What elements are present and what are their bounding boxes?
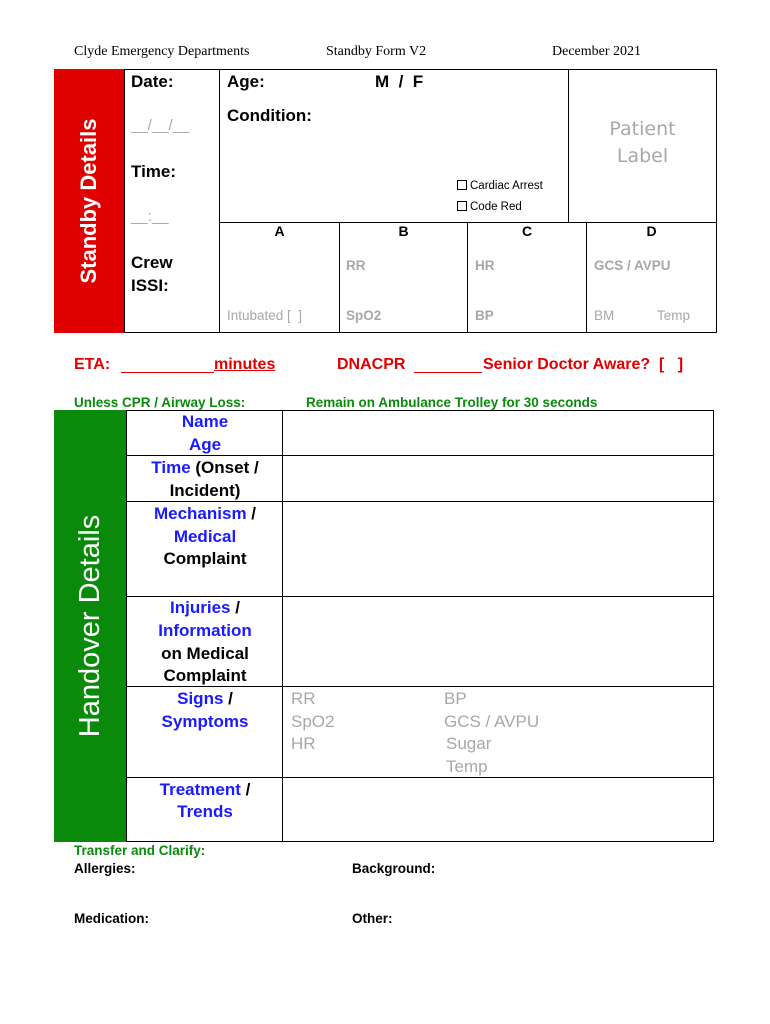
dnacpr-underline[interactable] [414,372,482,373]
treatment-word: Treatment [159,780,241,799]
row-mechanism-label [126,503,284,526]
vital-gcs-avpu[interactable]: GCS / AVPU [444,712,540,731]
age-label: Age: [227,72,265,91]
row-on-medical-label: on Medical [161,644,249,663]
injuries-word: Injuries [170,598,231,617]
row-age-label: Age [188,435,222,454]
date-label: Date: [131,72,174,91]
standby-side-label: Standby Details [76,118,101,284]
injuries-slash: / [230,598,240,617]
crew-label: Crew [131,253,173,272]
trolley-instruction: Remain on Ambulance Trolley for 30 seconds [306,395,598,410]
col-a-header: A [274,223,285,239]
patient-label-placeholder [568,116,717,170]
handover-side-label: Handover Details [74,514,106,738]
col-d-header: D [646,223,657,239]
intubated-field[interactable]: Intubated [ ] [227,308,303,323]
rr-field[interactable]: RR [346,258,366,273]
time-word: Time [151,458,191,477]
code-red-option[interactable] [457,201,522,213]
allergies-label: Allergies: [74,861,136,876]
eta-minutes: minutes [214,356,276,373]
hr-field[interactable]: HR [475,258,495,273]
sex-options[interactable]: M / F [375,72,424,91]
row-injuries-label [126,597,284,620]
condition-cell[interactable] [219,69,569,223]
header-date: December 2021 [552,44,642,59]
mechanism-slash: / [246,504,257,523]
col-b-header: B [398,223,409,239]
mechanism-word: Mechanism [153,504,247,523]
vital-spo2[interactable]: SpO2 [291,712,335,731]
issi-label: ISSI: [131,276,169,295]
header-form-title: Standby Form V2 [326,44,427,59]
signs-slash: / [223,689,233,708]
row-information-label: Information [158,621,252,640]
injuries-field[interactable] [283,597,713,686]
background-label: Background: [352,861,436,876]
transfer-clarify-heading: Transfer and Clarify: [74,843,206,858]
dnacpr-label: DNACPR [337,356,406,373]
gcs-avpu-field[interactable]: GCS / AVPU [594,258,671,273]
vital-bp[interactable]: BP [444,689,467,708]
col-c-header: C [521,223,533,239]
vital-rr[interactable]: RR [291,689,316,708]
eta-underline[interactable] [121,372,214,373]
mechanism-field[interactable] [283,502,713,596]
row-complaint2-label: Complaint [163,666,247,685]
time-field[interactable] [283,456,713,501]
condition-label: Condition: [227,106,312,125]
temp-field[interactable]: Temp [657,308,691,323]
row-symptoms-label: Symptoms [161,712,249,731]
header-org: Clyde Emergency Departments [74,44,250,59]
vital-sugar[interactable]: Sugar [446,734,492,753]
vital-temp[interactable]: Temp [446,757,488,776]
code-red-label: Code Red [470,201,522,213]
trolley-condition: Unless CPR / Airway Loss: [74,395,246,410]
treatment-slash: / [240,780,251,799]
cardiac-arrest-option[interactable] [457,180,543,192]
date-blank[interactable]: __/__/__ [131,117,190,134]
time-label: Time: [131,162,177,181]
name-age-field[interactable] [283,411,713,455]
treatment-field[interactable] [283,778,713,841]
code-red-checkbox[interactable] [457,201,467,211]
signs-word: Signs [177,689,224,708]
vital-hr[interactable]: HR [291,734,316,753]
row-trends-label: Trends [177,802,233,821]
row-name-label: Name [181,412,229,431]
patient-label-line2: Label [616,145,669,167]
row-signs-label [126,688,284,711]
row-time-label [126,457,284,480]
cardiac-arrest-checkbox[interactable] [457,180,467,190]
cardiac-arrest-label: Cardiac Arrest [470,180,543,192]
time-blank[interactable]: __:__ [131,208,169,225]
row-incident-label: Incident) [169,481,241,500]
onset-word: (Onset / [190,458,259,477]
medication-label: Medication: [74,911,150,926]
bm-field[interactable]: BM [594,308,615,323]
senior-doctor-aware[interactable]: Senior Doctor Aware? [ ] [483,356,684,373]
bp-field[interactable]: BP [475,308,494,323]
eta-label: ETA: [74,356,111,373]
patient-label-line1: Patient [609,118,676,140]
row-complaint-label: Complaint [163,549,247,568]
spo2-field[interactable]: SpO2 [346,308,382,323]
row-medical-label: Medical [173,527,237,546]
other-label: Other: [352,911,393,926]
row-treatment-label [126,779,284,802]
